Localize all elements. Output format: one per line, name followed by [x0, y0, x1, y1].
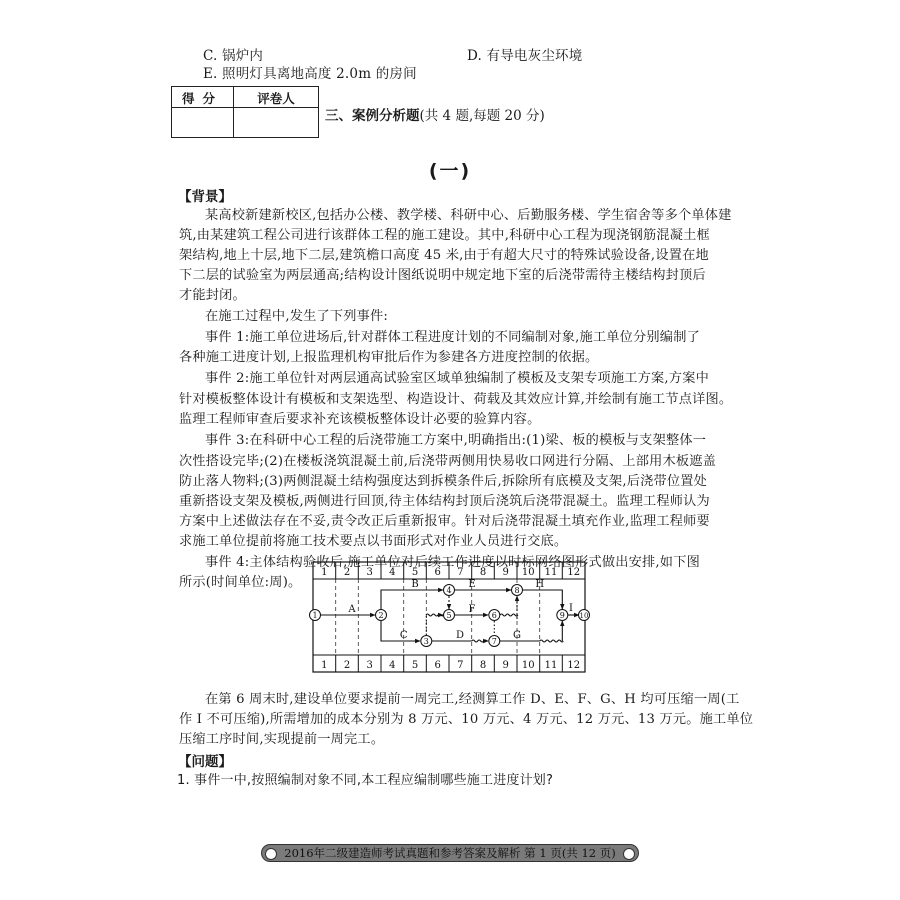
activity-label-h: H [535, 579, 545, 590]
week-label: 8 [479, 660, 487, 671]
activity-label-i: I [569, 603, 573, 614]
section-title-note: (共 4 题,每题 20 分) [419, 108, 545, 124]
paragraph-line: 事件 1:施工单位进场后,针对群体工程进度计划的不同编制对象,施工单位分别编制了 [205, 330, 700, 345]
background-heading: 【背景】 [178, 189, 232, 205]
week-label: 10 [521, 660, 535, 671]
paragraph-line: 事件 2:施工单位针对两层通高试验室区域单独编制了模板及支架专项施工方案,方案中 [205, 371, 709, 386]
score-box-divider [172, 107, 318, 108]
week-label: 6 [434, 567, 441, 578]
week-label: 5 [411, 567, 419, 578]
week-label: 2 [343, 660, 351, 671]
option-d: D. 有导电灰尘环境 [467, 48, 583, 64]
activity-label-a: A [348, 604, 356, 615]
week-label: 3 [366, 567, 373, 578]
week-label: 11 [544, 567, 558, 578]
paragraph-line: 监理工程师审查后要求补充该模板整体设计必要的验算内容。 [179, 412, 541, 427]
activity-label-f: F [468, 604, 476, 615]
paragraph-line: 架结构,地上十层,地下二层,建筑檐口高度 45 米,由于有超大尺寸的特殊试验设备,设置在地 [179, 248, 709, 263]
week-label: 8 [479, 567, 487, 578]
paragraph-line: 才能封闭。 [179, 288, 246, 303]
paragraph-line: 筑,由某建筑工程公司进行该群体工程的施工建设。其中,科研中心工程为现浇钢筋混凝土框 [179, 228, 710, 243]
paragraph-line: 求施工单位提前将施工技术要点以书面形式对作业人员进行交底。 [179, 534, 568, 549]
paragraph-line: 事件 3:在科研中心工程的后浇带施工方案中,明确指出:(1)梁、板的模板与支架整体一 [205, 433, 707, 448]
network-diagram [300, 555, 600, 685]
paragraph-line: 事件 4:主体结构验收后,施工单位对后续工作进度以时标网络图形式做出安排,如下图 [205, 555, 700, 570]
activity-label-b: B [411, 579, 419, 590]
paragraph-line: 针对模板整体设计有模板和支架选型、构造设计、荷载及其效应计算,并绘制有施工节点详图。 [179, 392, 733, 407]
network-diagram-svg [300, 555, 600, 685]
question-1: 1. 事件一中,按照编制对象不同,本工程应编制哪些施工进度计划? [177, 773, 554, 788]
question-heading: 【问题】 [178, 754, 232, 770]
node-label: 9 [559, 611, 565, 620]
week-label: 11 [544, 660, 558, 671]
paragraph-line: 重新搭设支架及模板,两侧进行回顶,待主体结构封顶后浇筑后浇带混凝土。监理工程师认为 [179, 494, 710, 509]
node-label: 10 [579, 612, 589, 620]
week-label: 6 [434, 660, 441, 671]
section-title [325, 104, 545, 124]
activity-label-g: G [513, 630, 521, 641]
option-c: C. 锅炉内 [203, 48, 264, 64]
node-label: 5 [446, 611, 452, 620]
node-label: 6 [491, 611, 497, 620]
week-label: 4 [389, 567, 396, 578]
score-box [171, 86, 319, 138]
week-label: 3 [366, 660, 373, 671]
node-label: 4 [446, 586, 452, 595]
option-e: E. 照明灯具离地高度 2.0m 的房间 [203, 66, 417, 82]
week-label: 5 [411, 660, 419, 671]
week-label: 9 [502, 660, 509, 671]
grader-label: 评卷人 [257, 91, 295, 106]
node-label: 8 [514, 586, 520, 595]
paragraph-line: 作 Ⅰ 不可压缩),所需增加的成本分别为 8 万元、10 万元、4 万元、12 万元、13 万元。施工单位 [179, 712, 754, 727]
node-label: 1 [312, 611, 318, 620]
paragraph-line: 次性搭设完毕;(2)在楼板浇筑混凝土前,后浇带两侧用快易收口网进行分隔、上部用木板遮盖 [179, 454, 717, 469]
page-footer: 2016年二级建造师考试真题和参考答案及解析 第 1 页(共 12 页) [262, 845, 638, 861]
week-label: 4 [389, 660, 396, 671]
activity-label-e: E [468, 579, 476, 590]
score-label: 得分 [181, 91, 223, 106]
paragraph-line: 在第 6 周末时,建设单位要求提前一周完工,经测算工作 D、E、F、G、H 均可压缩一周(工 [205, 692, 740, 707]
paragraph-line: 压缩工序时间,实现提前一周完工。 [179, 732, 385, 747]
node-label: 2 [378, 611, 384, 620]
paragraph-line: 防止落人物料;(3)两侧混凝土结构强度达到拆模条件后,拆除所有底模及支架,后浇带位置处 [179, 474, 708, 489]
paragraph-line: 各种施工进度计划,上报监理机构审批后作为参建各方进度控制的依据。 [179, 350, 599, 365]
activity-label-c: C [399, 630, 408, 641]
week-label: 7 [457, 567, 464, 578]
paragraph-line: 所示(时间单位:周)。 [179, 575, 302, 590]
paragraph-line: 方案中上述做法存在不妥,责令改正后重新报审。针对后浇带混凝土填充作业,监理工程师要 [179, 514, 710, 529]
week-label: 7 [457, 660, 464, 671]
section-title-bold: 三、案例分析题 [325, 108, 420, 124]
node-label: 3 [423, 637, 429, 646]
week-label: 1 [321, 567, 328, 578]
case-number: (一) [428, 160, 472, 182]
node-label: 7 [491, 637, 497, 646]
week-label: 12 [567, 660, 581, 671]
paragraph-line: 下二层的试验室为两层通高;结构设计图纸说明中规定地下室的后浇带需待主楼结构封顶后 [179, 268, 706, 283]
week-label: 12 [567, 567, 581, 578]
paragraph-line: 某高校新建新校区,包括办公楼、教学楼、科研中心、后勤服务楼、学生宿舍等多个单体建 [205, 208, 732, 223]
week-label: 2 [343, 567, 351, 578]
week-label: 1 [321, 660, 328, 671]
week-label: 10 [521, 567, 535, 578]
week-label: 9 [502, 567, 509, 578]
paragraph-line: 在施工过程中,发生了下列事件: [205, 309, 389, 324]
activity-label-d: D [455, 630, 465, 641]
